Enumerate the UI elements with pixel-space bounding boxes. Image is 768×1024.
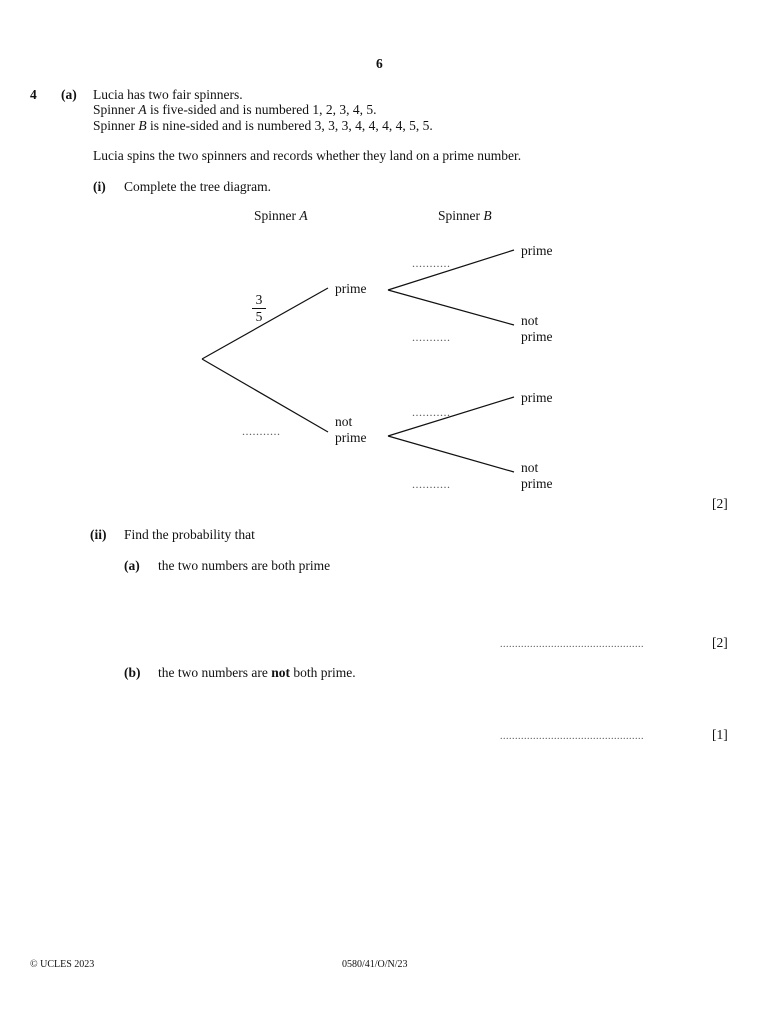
part-ii-b-label: (b) (124, 665, 141, 680)
part-ii-text: Find the probability that (124, 527, 255, 542)
outcome-b2-not-prime-line1: not (521, 460, 539, 475)
part-ii-b-marks: [1] (712, 727, 728, 742)
outcome-b1-not-prime-line1: not (521, 313, 539, 328)
answer-blank-a-not-prime[interactable]: ........... (242, 424, 281, 438)
outcome-b1-not-prime-line2: prime (521, 329, 553, 344)
branch-b2-not-prime (388, 436, 514, 472)
given-probability-fraction (252, 293, 266, 324)
question-number: 4 (30, 87, 37, 102)
fraction-denominator: 5 (255, 309, 263, 324)
spinner-a-heading: Spinner A (254, 208, 308, 223)
page-number: 6 (376, 56, 383, 71)
answer-blank-b2-prime[interactable]: ........... (412, 405, 451, 419)
outcome-a-not-prime-line2: prime (335, 430, 367, 445)
part-a-line3: Spinner B is nine-sided and is numbered 3, 3, 3, 4, 4, 4, 4, 5, 5. (93, 118, 433, 133)
part-ii-a-marks: [2] (712, 635, 728, 650)
branch-b2-prime (388, 397, 514, 436)
outcome-a-prime: prime (335, 281, 367, 296)
answer-blank-b1-prime[interactable]: ........... (412, 256, 451, 270)
part-a-label: (a) (61, 87, 77, 102)
part-a-line1: Lucia has two fair spinners. (93, 87, 243, 102)
part-i-label: (i) (93, 179, 106, 194)
part-ii-a-label: (a) (124, 558, 140, 573)
outcome-b2-not-prime-line2: prime (521, 476, 553, 491)
answer-line-ii-b[interactable]: ................................................ (500, 731, 644, 742)
answer-line-ii-a[interactable]: ................................................ (500, 639, 644, 650)
part-i-marks: [2] (712, 496, 728, 511)
footer-paper-code: 0580/41/O/N/23 (342, 959, 408, 970)
outcome-b1-prime: prime (521, 243, 553, 258)
part-i-text: Complete the tree diagram. (124, 179, 271, 194)
answer-blank-b2-not-prime[interactable]: ........... (412, 477, 451, 491)
branch-a-not-prime (202, 359, 328, 432)
outcome-b2-prime: prime (521, 390, 553, 405)
part-a-line4: Lucia spins the two spinners and records whether they land on a prime number. (93, 148, 522, 163)
answer-blank-b1-not-prime[interactable]: ........... (412, 330, 451, 344)
branch-b1-not-prime (388, 290, 514, 325)
spinner-b-heading: Spinner B (438, 208, 492, 223)
footer-copyright: © UCLES 2023 (30, 959, 95, 970)
fraction-numerator: 3 (255, 292, 263, 307)
branch-b1-prime (388, 250, 514, 290)
part-a-line2: Spinner A is five-sided and is numbered 1, 2, 3, 4, 5. (93, 102, 377, 117)
part-ii-b-text: the two numbers are not both prime. (158, 665, 356, 680)
part-ii-a-text: the two numbers are both prime (158, 558, 331, 573)
outcome-a-not-prime-line1: not (335, 414, 353, 429)
part-ii-label: (ii) (90, 527, 107, 542)
